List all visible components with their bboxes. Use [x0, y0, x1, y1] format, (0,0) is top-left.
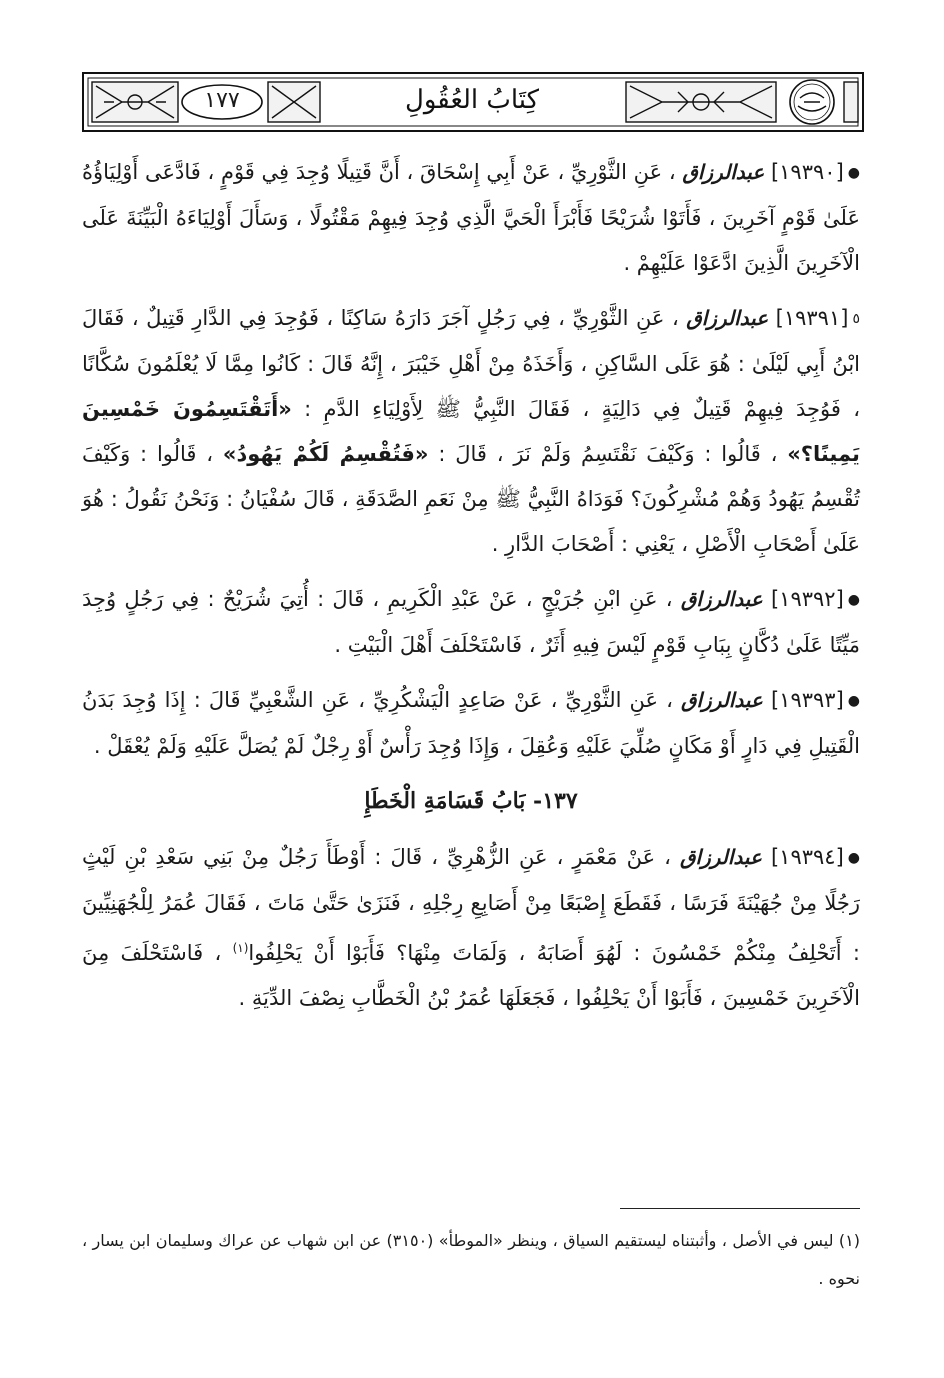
hadith-quote: «فَتُقْسِمُ لَكُمْ يَهُودُ» [222, 442, 429, 466]
hadith-number: [١٩٣٩٤] [770, 845, 844, 869]
hadith-marker: ٥ [852, 311, 860, 327]
hadith-text: ، عَنِ ابْنِ جُرَيْجٍ ، عَنْ عَبْدِ الْكَرِيمِ ، قَالَ : أُتِيَ شُرَيْحٌ : فِي رَجُلٍ وُجِدَ مَيِّتًا عَلَىٰ دُكَّانٍ بِبَابِ قَوْمٍ لَيْسَ فِيهِ أَثَرٌ ، فَاسْتَحْلَفَ أَهْلَ الْبَيْتِ . [82, 587, 860, 657]
hadith-author: عبدالرزاق [680, 587, 763, 611]
hadith-author: عبدالرزاق [680, 845, 762, 869]
hadith-19390 [82, 150, 860, 286]
hadith-number: [١٩٣٩٠] [770, 160, 844, 184]
book-title: كِتَابُ العُقُولِ [404, 85, 540, 115]
hadith-text: ، عَنِ الثَّوْرِيِّ ، فِي رَجُلٍ آجَرَ دَارَهُ سَاكِنًا ، فَوُجِدَ فِي الدَّارِ قَتِيلٌ ، فَقَالَ ابْنُ أَبِي لَيْلَىٰ : هُوَ عَلَى السَّاكِنِ ، وَأَخَذَهُ مِنْ أَهْلِ خَيْبَرَ ، إِنَّهُ قَالَ : كَانُوا مِمَّا لَا يُعْلَمُونَ سُكَّانًا ، فَوُجِدَ فِيهِمْ قَتِيلٌ فِي دَالِيَةٍ ، فَقَالَ النَّبِيُّ ﷺ لِأَوْلِيَاءِ الدَّمِ : [82, 306, 860, 421]
hadith-number: [١٩٣٩٢] [770, 587, 844, 611]
page-header [82, 72, 864, 132]
hadith-text: ، عَنِ الثَّوْرِيِّ ، عَنْ أَبِي إِسْحَاقَ ، أَنَّ قَتِيلًا وُجِدَ فِي قَوْمٍ ، فَادَّعَى أَوْلِيَاؤُهُ عَلَىٰ قَوْمٍ آخَرِينَ ، فَأَتَوْا شُرَيْحًا فَأَبْرَأَ الْحَيَّ الَّذِي وُجِدَ فِيهِمْ مَقْتُولًا ، وَسَأَلَ أَوْلِيَاءَهُ الْبَيِّنَةَ عَلَى الْآخَرِينَ الَّذِينَ ادَّعَوْا عَلَيْهِمْ . [82, 160, 860, 275]
hadith-marker: ● [847, 693, 860, 709]
book-seal-logo [788, 78, 836, 126]
hadith-author: عبدالرزاق [682, 160, 765, 184]
hadith-text: ، عَنْ مَعْمَرٍ ، عَنِ الزُّهْرِيِّ ، قَالَ : أَوْطَأَ رَجُلٌ مِنْ بَنِي سَعْدِ بْنِ لَيْثٍ رَجُلًا مِنْ جُهَيْنَةَ فَرَسًا ، فَقَطَعَ إِصْبَعًا مِنْ أَصَابِعِ رِجْلِهِ ، فَنَزَىٰ حَتَّىٰ مَاتَ ، فَقَالَ عُمَرُ لِلْجُهَنِيِّينَ : أَتَحْلِفُ مِنْكُمْ خَمْسُونَ : لَهُوَ أَصَابَهُ ، وَلَمَاتَ مِنْهَا؟ فَأَبَوْا أَنْ يَحْلِفُوا [82, 845, 860, 965]
hadith-text-continued: ، قَالُوا : وَكَيْفَ نَقْتَسِمُ وَلَمْ نَرَ ، قَالَ : [438, 442, 778, 466]
hadith-author: عبدالرزاق [680, 688, 763, 712]
hadith-number: [١٩٣٩٣] [770, 688, 844, 712]
page-number: ١٧٧ [204, 88, 240, 113]
hadith-19394 [82, 835, 860, 1021]
hadith-text: ، عَنِ الثَّوْرِيِّ ، عَنْ صَاعِدٍ الْيَشْكُرِيِّ ، عَنِ الشَّعْبِيِّ قَالَ : إِذَا وُجِدَ بَدَنُ الْقَتِيلِ فِي دَارٍ أَوْ مَكَانٍ صُلِّيَ عَلَيْهِ وَعُقِلَ ، وَإِذَا وُجِدَ رَأْسٌ أَوْ رِجْلٌ لَمْ يُصَلَّ عَلَيْهِ وَلَمْ يُعْقَلْ . [82, 688, 860, 758]
hadith-marker: ● [847, 165, 860, 181]
footnote-divider [620, 1208, 860, 1209]
hadith-marker: ● [847, 592, 860, 608]
footnotes [82, 1222, 860, 1298]
chapter-heading: ١٣٧- بَابُ قَسَامَةِ الْخَطَإِ [364, 788, 578, 814]
hadith-19392 [82, 577, 860, 668]
hadith-quote: «أَتَقْتَسِمُونَ خَمْسِينَ يَمِينًا؟» [82, 397, 860, 466]
seal-calligraphy-icon [788, 78, 836, 126]
hadith-19393 [82, 678, 860, 769]
hadith-text-continued: ، فَاسْتَحْلَفَ مِنَ الْآخَرِينَ خَمْسِينَ ، فَأَبَوْا أَنْ يَحْلِفُوا ، فَجَعَلَهَا عُمَرُ بْنُ الْخَطَّابِ نِصْفَ الدِّيَةِ . [82, 941, 860, 1010]
hadith-text-continued: ، قَالُوا : وَكَيْفَ تُقْسِمُ يَهُودُ وَهُمْ مُشْرِكُونَ؟ فَوَدَاهُ النَّبِيُّ ﷺ مِنْ نَعَمِ الصَّدَقَةِ ، قَالَ سُفْيَانُ : وَنَحْنُ نَقُولُ : هُوَ عَلَىٰ أَصْحَابِ الْأَصْلِ ، يَعْنِي : أَصْحَابَ الدَّارِ . [82, 442, 860, 556]
main-text [82, 150, 860, 1031]
hadith-marker: ● [847, 850, 860, 866]
hadith-author: عبدالرزاق [686, 306, 769, 330]
footnote-1: (١) ليس في الأصل ، وأثبتناه ليستقيم السياق ، وينظر «الموطأ» (٣١٥٠) عن ابن شهاب عن عراك وسليمان ابن يسار ، نحوه . [82, 1231, 860, 1288]
hadith-19391 [82, 296, 860, 567]
footnote-reference[interactable]: (١) [232, 941, 249, 955]
hadith-number: [١٩٣٩١] [775, 306, 849, 330]
